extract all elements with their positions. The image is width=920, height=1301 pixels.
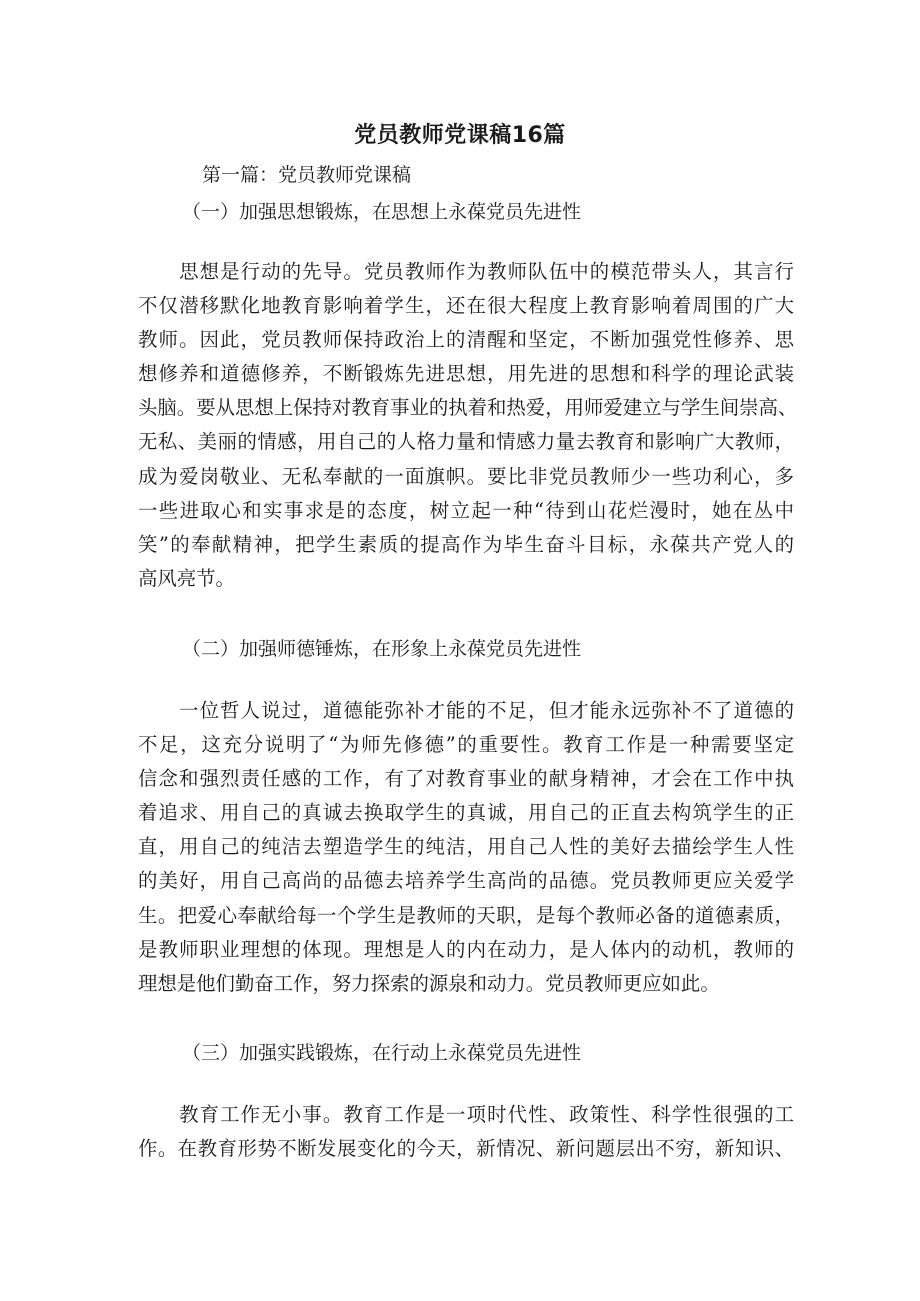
paragraph-line: 的美好，用自己高尚的品德去培养学生高尚的品德。党员教师更应关爱学 — [138, 869, 794, 893]
paragraph-line: 着追求、用自己的真诚去换取学生的真诚，用自己的正直去构筑学生的正 — [138, 801, 794, 825]
paragraph-line: 作。在教育形势不断发展变化的今天，新情况、新问题层出不穷，新知识、 — [138, 1137, 794, 1161]
section-heading-3: （三）加强实践锻炼，在行动上永葆党员先进性 — [182, 1042, 582, 1064]
paragraph-line: 高风亮节。 — [138, 566, 235, 590]
paragraph-line: 信念和强烈责任感的工作，有了对教育事业的献身精神，才会在工作中执 — [138, 767, 794, 791]
paragraph-line: 成为爱岗敬业、无私奉献的一面旗帜。要比非党员教师少一些功利心，多 — [138, 464, 794, 488]
section-heading-1: （一）加强思想锻炼，在思想上永葆党员先进性 — [182, 201, 582, 223]
chapter-heading: 第一篇：党员教师党课稿 — [202, 164, 412, 186]
paragraph-line: 是教师职业理想的体现。理想是人的内在动力，是人体内的动机，教师的 — [138, 937, 794, 961]
paragraph-line: 不足，这充分说明了“为师先修德”的重要性。教育工作是一种需要坚定 — [138, 733, 794, 757]
paragraph-line: 直，用自己的纯洁去塑造学生的纯洁，用自己人性的美好去描绘学生人性 — [138, 835, 794, 859]
paragraph-line: 教师。因此，党员教师保持政治上的清醒和坚定，不断加强党性修养、思 — [138, 328, 794, 352]
paragraph-line: 一位哲人说过，道德能弥补才能的不足，但才能永远弥补不了道德的 — [138, 699, 794, 722]
paragraph-line: 思想是行动的先导。党员教师作为教师队伍中的模范带头人，其言行 — [138, 260, 794, 283]
section-paragraph-3 — [138, 1098, 794, 1166]
paragraph-line: 教育工作无小事。教育工作是一项时代性、政策性、科学性很强的工 — [138, 1103, 794, 1126]
paragraph-line: 不仅潜移默化地教育影响着学生，还在很大程度上教育影响着周围的广大 — [138, 294, 794, 318]
paragraph-line: 一些进取心和实事求是的态度，树立起一种“待到山花烂漫时，她在丛中 — [138, 498, 794, 522]
paragraph-line: 想修养和道德修养，不断锻炼先进思想，用先进的思想和科学的理论武装 — [138, 362, 794, 386]
paragraph-line: 无私、美丽的情感，用自己的人格力量和情感力量去教育和影响广大教师， — [138, 430, 794, 454]
section-paragraph-2 — [138, 694, 794, 1001]
section-heading-2: （二）加强师德锤炼，在形象上永葆党员先进性 — [182, 638, 582, 660]
document-title: 党员教师党课稿16篇 — [354, 123, 566, 148]
paragraph-line: 笑”的奉献精神，把学生素质的提高作为毕生奋斗目标，永葆共产党人的 — [138, 532, 794, 556]
paragraph-line: 头脑。要从思想上保持对教育事业的执着和热爱，用师爱建立与学生间崇高、 — [138, 396, 798, 420]
paragraph-line: 生。把爱心奉献给每一个学生是教师的天职，是每个教师必备的道德素质， — [138, 903, 794, 927]
section-paragraph-1 — [138, 255, 798, 596]
paragraph-line: 理想是他们勤奋工作，努力探索的源泉和动力。党员教师更应如此。 — [138, 971, 720, 995]
